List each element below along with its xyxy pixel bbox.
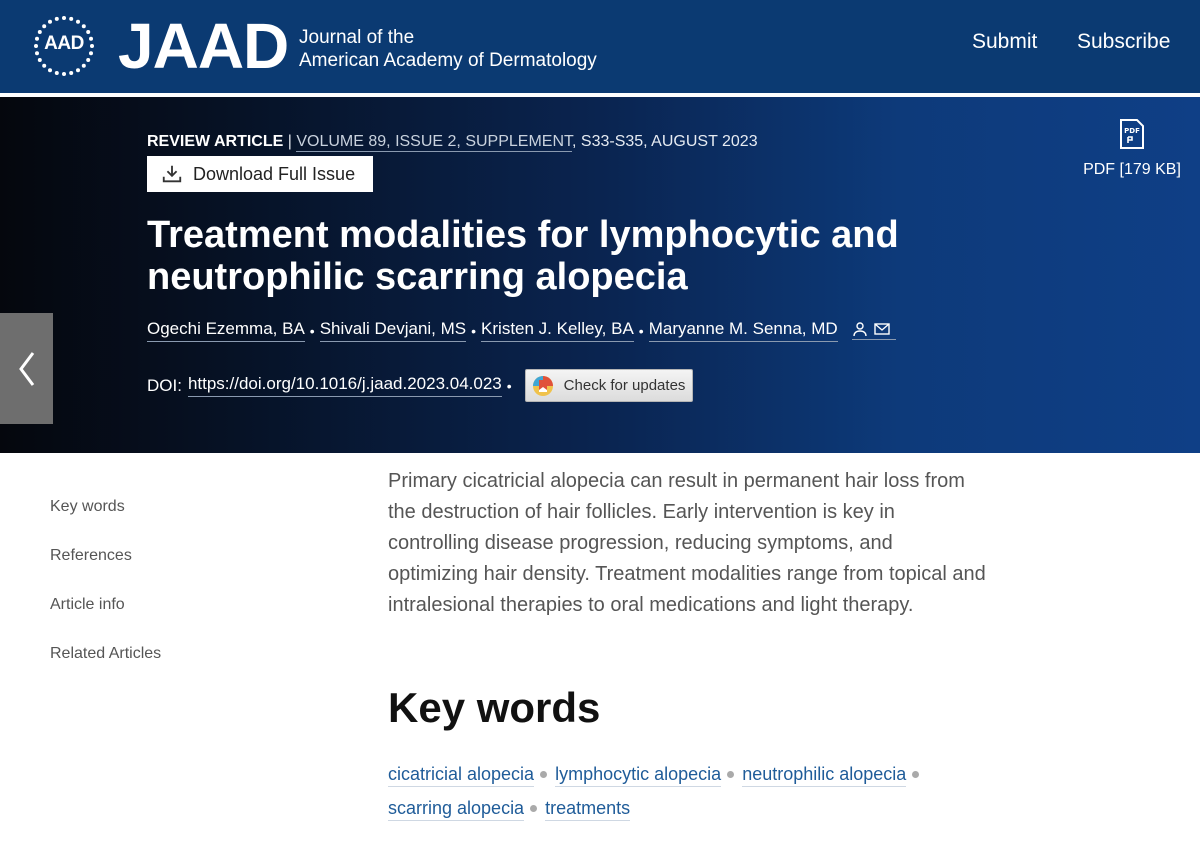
article-outline-nav	[50, 498, 161, 694]
pdf-label: PDF [179 KB]	[1083, 161, 1181, 178]
keyword-link[interactable]: treatments	[545, 798, 630, 821]
meta-separator: |	[287, 133, 292, 150]
author-link[interactable]: Maryanne M. Senna, MD	[649, 319, 838, 342]
pdf-icon	[1119, 119, 1145, 149]
journal-name-line2: American Academy of Dermatology	[299, 50, 597, 71]
author-contact-icons[interactable]	[852, 321, 896, 340]
chevron-left-icon	[15, 349, 39, 389]
mail-icon	[874, 321, 890, 337]
article-title: Treatment modalities for lymphocytic and neutrophilic scarring alopecia	[147, 214, 899, 298]
doi-separator: •	[506, 377, 512, 394]
article-hero	[0, 97, 1200, 453]
pages-date: , S33-S35, AUGUST 2023	[572, 133, 758, 150]
abstract-text: Primary cicatricial alopecia can result in permanent hair loss from the destruction of hair follicles. Early intervention is key in controlling disease progression, reducing symptoms, and optimizing hair density. Treatment modalities range from topical and intralesional therapies to oral medications and light therapy.	[388, 470, 986, 616]
author-separator: •	[309, 322, 315, 339]
keyword-link[interactable]: neutrophilic alopecia	[742, 764, 906, 787]
journal-name-line1: Journal of the	[299, 27, 415, 48]
keyword-link[interactable]: lymphocytic alopecia	[555, 764, 721, 787]
sidebar-item-references[interactable]: References	[50, 547, 132, 564]
keyword-separator	[727, 771, 734, 778]
site-header	[0, 0, 1200, 95]
pdf-download-link[interactable]	[1082, 119, 1182, 179]
check-for-updates-button[interactable]	[525, 369, 693, 402]
previous-article-button[interactable]	[0, 313, 53, 424]
download-full-issue-button[interactable]	[147, 156, 373, 192]
sidebar-item-related-articles[interactable]: Related Articles	[50, 645, 162, 662]
keyword-link[interactable]: scarring alopecia	[388, 798, 524, 821]
doi-label: DOI:	[147, 375, 182, 395]
subscribe-link[interactable]: Subscribe	[1077, 30, 1171, 53]
crossmark-icon	[532, 375, 554, 397]
author-separator: •	[638, 322, 644, 339]
author-list	[147, 319, 896, 342]
keyword-link[interactable]: cicatricial alopecia	[388, 764, 534, 787]
sidebar-item-key-words[interactable]: Key words	[50, 498, 125, 515]
doi-link[interactable]: https://doi.org/10.1016/j.jaad.2023.04.023	[188, 374, 502, 397]
download-label: Download Full Issue	[193, 163, 356, 184]
author-link[interactable]: Shivali Devjani, MS	[320, 319, 466, 342]
article-meta	[147, 133, 758, 151]
person-icon	[852, 321, 868, 337]
submit-link[interactable]: Submit	[972, 30, 1038, 53]
journal-abbrev[interactable]: JAAD	[118, 10, 289, 82]
check-updates-label: Check for updates	[563, 377, 686, 394]
aad-logo[interactable]	[32, 14, 96, 78]
svg-text:PDF: PDF	[1124, 127, 1140, 135]
journal-name[interactable]	[299, 26, 597, 72]
sidebar-item-article-info[interactable]: Article info	[50, 596, 125, 613]
author-link[interactable]: Kristen J. Kelley, BA	[481, 319, 634, 342]
keyword-separator	[540, 771, 547, 778]
download-icon	[161, 163, 183, 185]
author-link[interactable]: Ogechi Ezemma, BA	[147, 319, 305, 342]
keyword-separator	[530, 805, 537, 812]
keyword-list	[388, 757, 948, 825]
key-words-heading: Key words	[388, 684, 601, 731]
author-separator: •	[471, 322, 477, 339]
volume-link[interactable]: VOLUME 89, ISSUE 2, SUPPLEMENT	[296, 133, 573, 150]
aad-logo-text: AAD	[44, 33, 84, 54]
article-type: REVIEW ARTICLE	[147, 133, 284, 150]
doi-line	[147, 369, 693, 402]
keyword-separator	[912, 771, 919, 778]
